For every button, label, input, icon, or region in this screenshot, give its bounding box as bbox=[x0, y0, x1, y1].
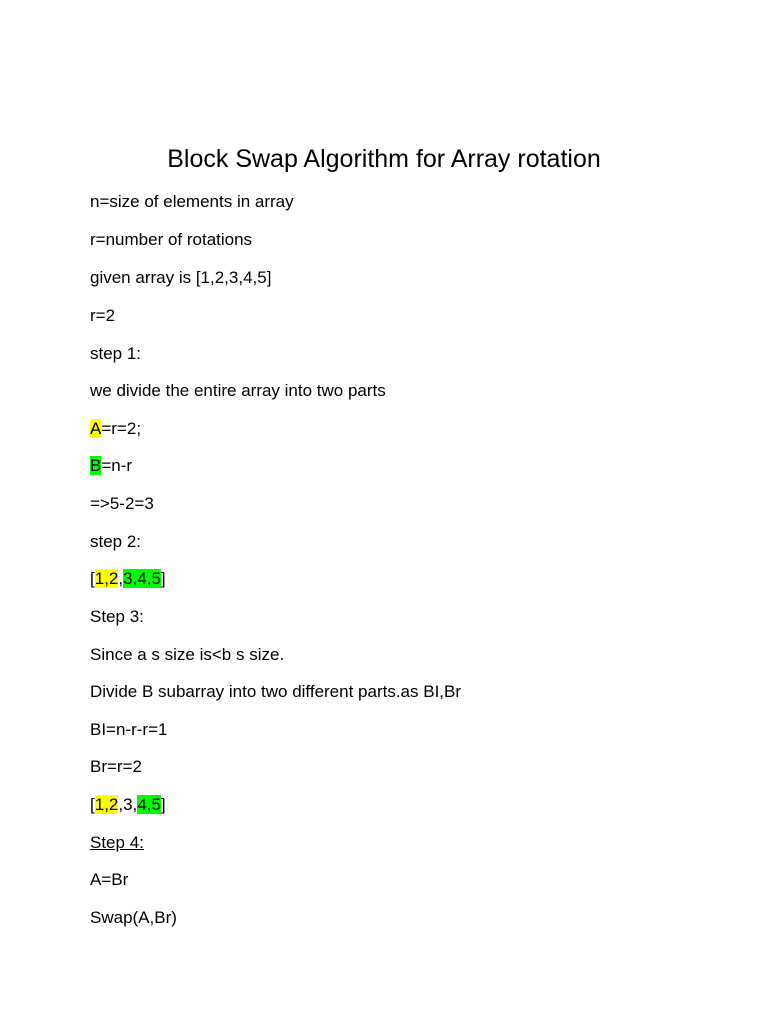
bracket-open: [ bbox=[90, 795, 95, 814]
n-definition: n=size of elements in array bbox=[90, 192, 294, 211]
r-definition: r=number of rotations bbox=[90, 230, 253, 249]
part-a-highlight: 1,2 bbox=[94, 795, 119, 814]
middle-elements: ,3, bbox=[118, 795, 138, 814]
step-1-heading: step 1: bbox=[90, 344, 142, 363]
part-b-highlight: 3,4,5 bbox=[123, 569, 161, 588]
part-br-highlight: 4,5 bbox=[137, 795, 161, 814]
b-result: =>5-2=3 bbox=[90, 494, 154, 513]
step-3-heading: Step 3: bbox=[90, 607, 144, 626]
bracket-close: ] bbox=[160, 795, 166, 814]
separator: , bbox=[118, 569, 124, 588]
r-value: r=2 bbox=[90, 306, 116, 325]
step-4-assign: A=Br bbox=[90, 870, 129, 889]
part-a-highlight: 1,2 bbox=[94, 569, 119, 588]
a-expression: =r=2; bbox=[101, 419, 142, 438]
a-assignment bbox=[90, 417, 141, 441]
bracket-close: ] bbox=[160, 569, 166, 588]
step-3-since: Since a s size is<b s size. bbox=[90, 645, 285, 664]
bl-definition: BI=n-r-r=1 bbox=[90, 720, 168, 739]
page-title: Block Swap Algorithm for Array rotation bbox=[167, 145, 601, 173]
bracket-open: [ bbox=[90, 569, 95, 588]
br-definition: Br=r=2 bbox=[90, 757, 142, 776]
step-2-heading: step 2: bbox=[90, 532, 142, 551]
step-3-array bbox=[90, 793, 166, 817]
b-expression: =n-r bbox=[101, 456, 133, 475]
step-4-swap: Swap(A,Br) bbox=[90, 908, 177, 927]
step-1-text: we divide the entire array into two parts bbox=[90, 381, 386, 400]
b-assignment bbox=[90, 454, 132, 478]
given-array: given array is [1,2,3,4,5] bbox=[90, 268, 272, 287]
step-3-divide: Divide B subarray into two different parts.as BI,Br bbox=[90, 682, 462, 701]
b-label-highlight: B bbox=[90, 456, 102, 475]
a-label-highlight: A bbox=[90, 419, 102, 438]
step-4-heading: Step 4: bbox=[90, 833, 144, 852]
step-2-array bbox=[90, 567, 166, 591]
